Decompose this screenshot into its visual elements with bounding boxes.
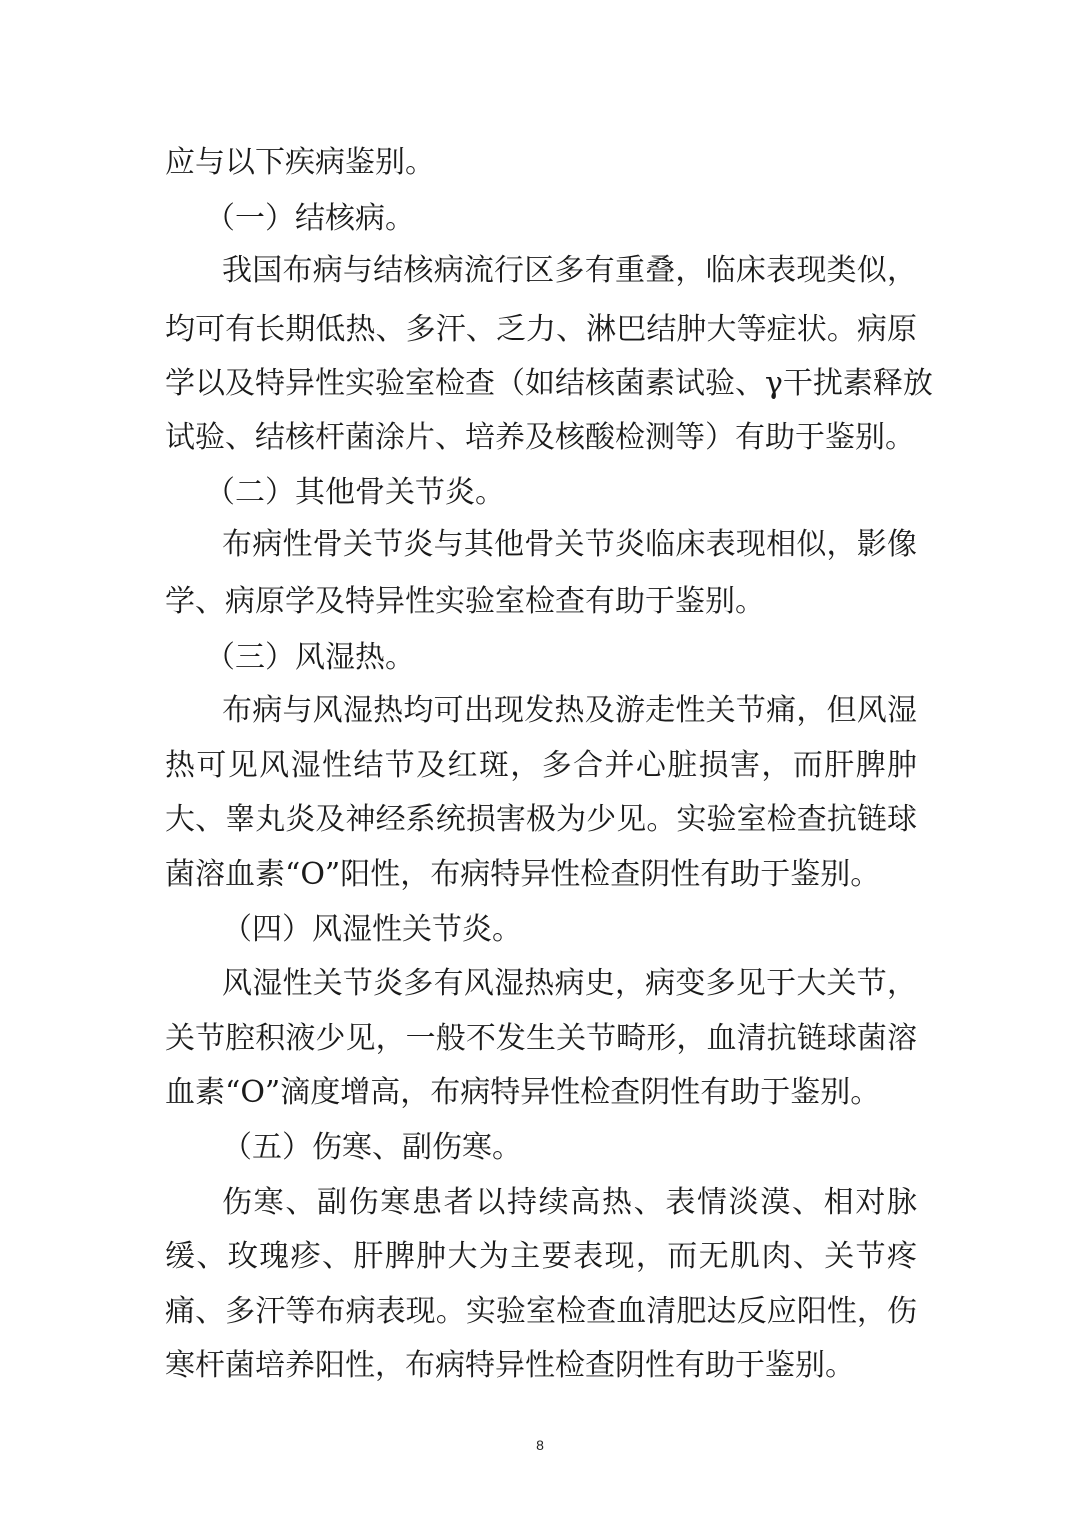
paragraph-line: 关节腔积液少见，一般不发生关节畸形，血清抗链球菌溶 <box>165 1021 917 1056</box>
paragraph-line: 大、睾丸炎及神经系统损害极为少见。实验室检查抗链球 <box>165 802 917 837</box>
paragraph-line: 我国布病与结核病流行区多有重叠，临床表现类似， <box>222 253 917 288</box>
paragraph-line: 寒杆菌培养阳性，布病特异性检查阴性有助于鉴别。 <box>165 1348 855 1383</box>
paragraph-line: 热可见风湿性结节及红斑，多合并心脏损害，而肝脾肿 <box>165 748 917 783</box>
section-heading-rheumatic-fever: （三）风湿热。 <box>205 640 415 675</box>
paragraph-line: 血素“O”滴度增高，布病特异性检查阴性有助于鉴别。 <box>165 1075 881 1110</box>
paragraph-line: 伤寒、副伤寒患者以持续高热、表情淡漠、相对脉 <box>222 1185 917 1220</box>
paragraph-line: 布病与风湿热均可出现发热及游走性关节痛，但风湿 <box>222 693 917 728</box>
paragraph-line: 布病性骨关节炎与其他骨关节炎临床表现相似，影像 <box>222 527 917 562</box>
section-heading-rheumatoid-arthritis: （四）风湿性关节炎。 <box>222 912 522 947</box>
paragraph-line: 学以及特异性实验室检查（如结核菌素试验、γ干扰素释放 <box>165 366 933 401</box>
paragraph-line: 缓、玫瑰疹、肝脾肿大为主要表现，而无肌肉、关节疼 <box>165 1239 917 1274</box>
paragraph-line: 风湿性关节炎多有风湿热病史，病变多见于大关节， <box>222 966 917 1001</box>
paragraph-line: 试验、结核杆菌涂片、培养及核酸检测等）有助于鉴别。 <box>165 420 915 455</box>
page-number: 8 <box>536 1437 544 1453</box>
section-heading-other-osteoarthritis: （二）其他骨关节炎。 <box>205 475 505 510</box>
paragraph-line: 均可有长期低热、多汗、乏力、淋巴结肿大等症状。病原 <box>165 312 917 347</box>
paragraph-line: 痛、多汗等布病表现。实验室检查血清肥达反应阳性，伤 <box>165 1294 917 1329</box>
paragraph-line: 应与以下疾病鉴别。 <box>165 145 435 180</box>
paragraph-line: 菌溶血素“O”阳性，布病特异性检查阴性有助于鉴别。 <box>165 857 881 892</box>
section-heading-tuberculosis: （一）结核病。 <box>205 201 415 236</box>
section-heading-typhoid: （五）伤寒、副伤寒。 <box>222 1130 522 1165</box>
paragraph-line: 学、病原学及特异性实验室检查有助于鉴别。 <box>165 584 765 619</box>
